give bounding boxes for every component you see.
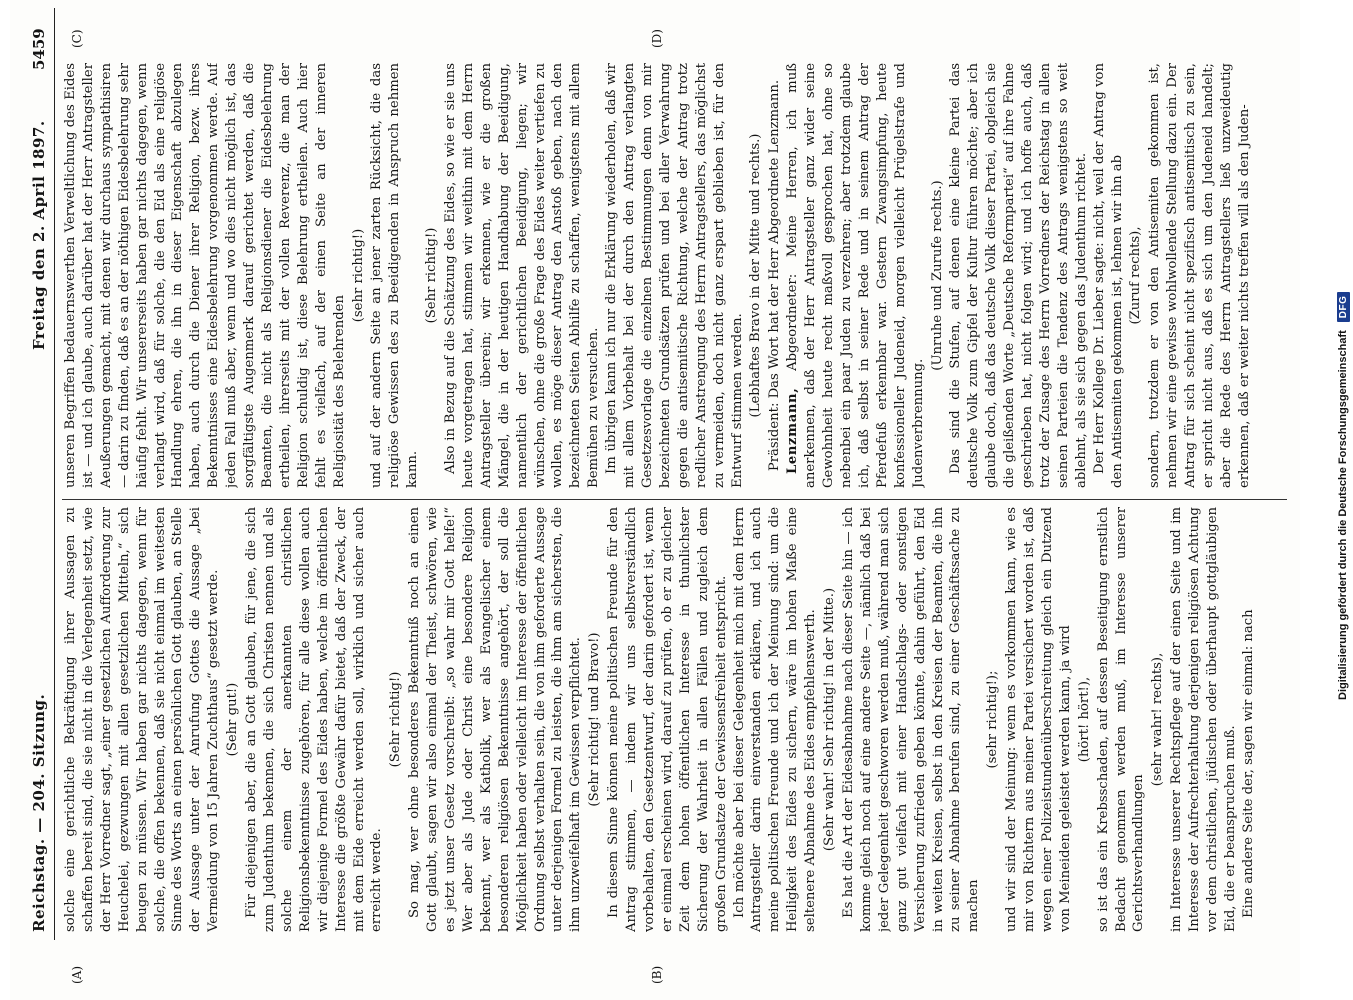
paragraph: In diesem Sinne können meine politischen Freunde für den Antrag stimmen, — indem wir uns selbstverständlich vorbehalten, den Gesetzentwurf, der darin gefordert ist, wenn er einmal erscheinen wird, darauf zu prüfen, ob er zu gleicher Zeit dem hohen öffentlichen Interesse in thunlichster Sicherung der Wahrheit in allen Fällen und zugleich dem großen Grundsatze der Gewissensfreiheit entspricht. (606, 507, 729, 932)
paragraph: Das sind die Stufen, auf denen eine kleine Partei das deutsche Volk zum Gipfel der Kultur führen möchte; aber ich glaube doch, daß das deutsche Volk dieser Partei, obgleich sie die gleißenden Worte „Deutsche Reformpartei“ auf ihre Fahne geschrieben hat, nicht folgen wird; und ich hoffe auch, daß trotz der Zusage des Herrn Vorredners der Reichstag in allen seinen Parteien die Tendenz des Antrags wenigstens so weit ablehnt, als sie sich gegen das Judenthum richtet. (948, 63, 1089, 488)
interjection: (Sehr richtig! und Bravo!) (587, 632, 603, 807)
paragraph: so ist das ein Krebsschaden, auf dessen Beseitigung ernstlich Bedacht genommen werden muß, im Interesse unserer Gerichtsverhandlungen (1095, 507, 1147, 932)
left-column (62, 507, 1287, 932)
digitization-note (1335, 0, 1351, 1000)
paragraph: und wir sind der Meinung: wenn es vorkommen kann, wie es mir von Richtern aus meiner Partei versichert worden ist, daß wegen einer Polizeistundenüberschreitung gleich ein Dutzend von Meineiden geleistet werden kann, ja wird (1004, 507, 1073, 932)
paragraph: Eine andere Seite der, sagen wir einmal: nach (1240, 609, 1256, 918)
header-rule (54, 8, 55, 940)
paragraph: Es hat die Art der Eidesabnahme nach dieser Seite hin — ich komme gleich noch auf eine andere Seite —, nämlich daß bei jeder Gelegenheit geschworen werden muß, während man sich ganz gut vielfach mit einer Handschlags- oder sonstigen Versicherung zufrieden geben könnte, dahin geführt, den Eid in weiten Kreisen, selbst in den Kreisen der Beamten, die ihn zu seiner Abnahme berufen sind, zu einer Geschäftssache zu machen (840, 507, 982, 932)
paragraph: solche eine gerichtliche Bekräftigung ihrer Aussagen zu schaffen bereit sind, die sie nicht in die Verlegenheit setzt, wie der Herr Vorredner sagt, „einer gesetzlichen Aufforderung zur Heuchelei, gezwungen mit allen gesetzlichen Mitteln,“ sich beugen zu müssen. Wir haben gar nichts dagegen, wenn für solche, die offen bekennen, daß sie nicht einmal im weitesten Sinne des Worts an einen persönlichen Gott glauben, an Stelle der Aussage unter der Anrufung Gottes die Aussage „bei Vermeidung von 15 Jahren Zuchthaus“ gesetzt werde. (63, 507, 222, 932)
column-divider (62, 499, 1287, 500)
interjection: (Lebhaftes Bravo in der Mitte und rechts.) (748, 133, 764, 418)
paragraph: und auf der andern Seite an jener zarten Rücksicht, die das religiöse Gewissen des zu Beeidigenden in Anspruch nehmen kann. (369, 63, 421, 488)
header-date: Freitag den 2. April 1897. (30, 120, 48, 350)
digitization-text: Digitalisierung gefördert durch die Deutsche Forschungsgemeinschaft (1337, 330, 1349, 700)
margin-letter-a: (A) (70, 965, 84, 984)
interjection: (Zuruf rechts), (1128, 226, 1144, 325)
speech-text: Abgeordneter: Meine Herren, ich muß anerkennen, daß der Herr Antragsteller ganz wider seine Gewohnheit heute recht maßvoll gesprochen hat, ohne so nebenbei ein paar Juden zu verzehren; aber trotzdem glaube ich, daß selbst in seiner Rede und in seinem Antrag der Pferdefuß erkennbar war. Gestern Zwangsimpfung, heute konfessioneller Judeneid, morgen vielleicht Prügelstrafe und Judenverbrennung. (785, 63, 926, 488)
interjection: (Sehr gut!) (225, 682, 241, 757)
interjection: (Sehr richtig!) (424, 227, 440, 324)
interjection: (Sehr richtig!) (388, 671, 404, 768)
paragraph: Ich möchte aber bei dieser Gelegenheit mich mit dem Herrn Antragsteller darin einverstanden erklären, und ich auch meine politischen Freunde und ich der Meinung sind: um die Heiligkeit des Eides zu sichern, wäre im hohen Maße eine seltenere Abnahme des Eides empfehlenswerth. (731, 507, 819, 932)
interjection: (hört! hört!), (1076, 676, 1092, 763)
president-line: Präsident: Das Wort hat der Herr Abgeordnete Lenzmann. (767, 79, 783, 472)
header-session: Reichstag. — 204. Sitzung. (30, 693, 48, 932)
interjection: (Unruhe und Zurufe rechts.) (929, 180, 945, 371)
right-column (62, 63, 1287, 488)
interjection: (sehr wahr! rechts), (1150, 652, 1166, 787)
paragraph: Für diejenigen aber, die an Gott glauben, für jene, die sich zum Judenthum bekennen, die sich Christen nennen und als solche einem der anerkannten christlichen Religionsbekenntnisse zugehören, für alle diese wollen auch wir diejenige Formel des Eides haben, welche im öffentlichen Interesse die größte Gewähr dafür bietet, daß der Zweck, der mit dem Eide erreicht werden soll, wirklich und sicher auch erreicht werde. (244, 507, 385, 932)
dfg-logo: DFG (1337, 292, 1350, 323)
speaker-name: Lenzmann, (785, 387, 801, 474)
paragraph: Im übrigen kann ich nur die Erklärung wiederholen, daß wir mit allem Vorbehalt bei der durch den Antrag verlangten Gesetzesvorlage die einzelnen Bestimmungen denn von mir bezeichneten Grundsätzen prüfen und bei aller Verwahrung gegen die antisemitische Richtung, welche der Antrag trotz redlicher Anstrengung des Herrn Antragstellers, das möglichst zu vermeiden, doch nicht ganz erspart geblieben ist, für den Entwurf stimmen werden. (604, 63, 745, 488)
paragraph: Also in Bezug auf die Schätzung des Eides, so wie er sie uns heute vorgetragen hat, stimmen wir weithin mit dem Herrn Antragsteller überein; wir erkennen, wie er die großen Mängel, die in der heutigen Handhabung der Beeidigung, namentlich der gerichtlichen Beeidigung, liegen; wir wünschen, ohne die große Frage des Eides weiter vertiefen zu wollen, es möge dieser Antrag den Anstoß geben, nach den bezeichneten Seiten Abhilfe zu schaffen, wenigstens mit allem Bemühen zu versuchen. (443, 63, 602, 488)
margin-letter-b: (B) (650, 965, 664, 984)
newspaper-page (10, 0, 1300, 1000)
margin-letter-c: (C) (70, 29, 84, 48)
header-page-number: 5459 (30, 28, 48, 70)
margin-letter-d: (D) (650, 29, 664, 48)
paragraph: unseren Begriffen bedauernswerthen Verweltlichung des Eides ist — und ich glaube, auch darüber hat der Herr Antragsteller Aeußerungen gemacht, mit denen wir durchaus sympathisiren — darin zu finden, daß es an der nöthigen Eidesbelehrung sehr häufig fehlt. Wir unsererseits haben gar nichts dagegen, wenn verlangt wird, daß für solche, die den Eid als eine religiöse Handlung ehren, die ihn in dieser Eigenschaft abzulegen haben, auch durch die Diener ihrer Religion, bezw. ihres Bekenntnisses eine Eidesbelehrung vorgenommen werde. Auf jeden Fall muß aber, wenn und wo dies nicht möglich ist, das sorgfältigste Augenmerk darauf gerichtet werden, daß die Beamten, die nicht als Religionsdiener die Eidesbelehrung ertheilen, ihrerseits mit der vollen Reverenz, die man der Religion schuldig ist, diese Belehrung ertheilen. Auch hier fehlt es vielfach, auf der einen Seite an der inneren Religiosität des Belehrenden (63, 63, 347, 488)
interjection: (sehr richtig!); (985, 670, 1001, 769)
speech-paragraph (784, 63, 927, 488)
interjection: (sehr richtig!) (350, 228, 366, 323)
interjection: (Sehr wahr! Sehr richtig! in der Mitte.) (822, 587, 838, 852)
paragraph: sondern, trotzdem er von den Antisemiten gekommen ist, nehmen wir eine gewisse wohlwollende Stellung dazu ein. Der Antrag für sich scheint nicht spezifisch antisemitisch zu sein, er spricht nicht aus, daß es sich um den Judeneid handelt; aber die Rede des Herrn Antragstellers ließ unzweideutig erkennen, daß er weiter nichts treffen will als den Juden- (1147, 63, 1252, 488)
paragraph: Der Herr Kollege Dr. Lieber sagte: nicht, weil der Antrag von den Antisemiten gekommen ist, lehnen wir ihn ab (1091, 63, 1125, 488)
paragraph: im Interesse unserer Rechtspflege auf der einen Seite und im Interesse der Aufrechterhaltung derjenigen religiösen Achtung vor dem christlichen, jüdischen oder überhaupt gottgläubigen Eid, die er beanspruchen muß. (1169, 507, 1238, 932)
paragraph: So mag, wer ohne besonderes Bekenntniß noch an einen Gott glaubt, sagen wir also einmal der Theist, schwören, wie es jetzt unser Gesetz vorschreibt: „so wahr mir Gott helfe!“ Wer aber als Jude oder Christ eine besondere Religion bekennt, wer als Katholik, wer als Evangelischer einem besonderen religiösen Bekenntnisse angehört, der soll die Möglichkeit haben oder vielleicht im Interesse der öffentlichen Ordnung selbst verhalten sein, die von ihm geforderte Aussage unter derjenigen Formel zu leisten, die ihm am sichersten, die ihm unzweifelhaft im Gewissen verpflichtet. (407, 507, 584, 932)
